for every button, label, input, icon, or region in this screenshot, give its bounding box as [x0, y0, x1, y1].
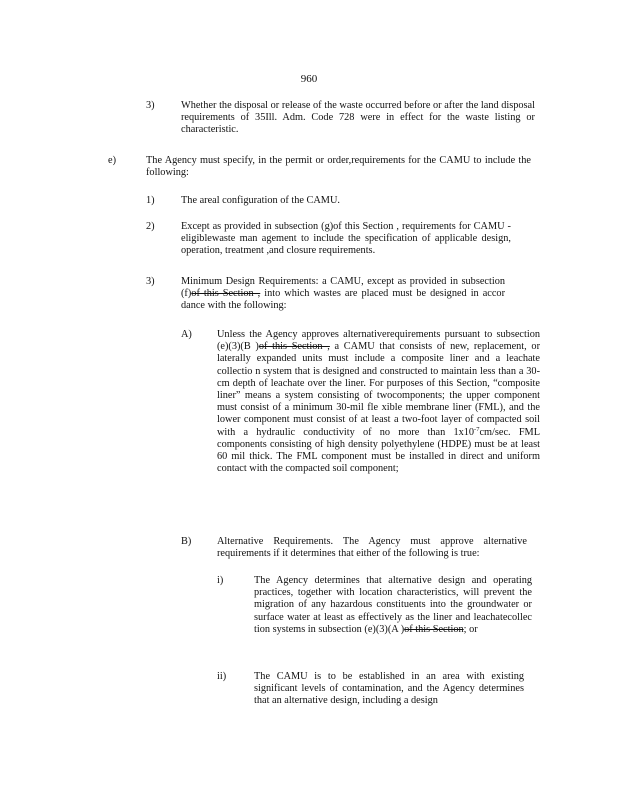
item-label: A) [181, 329, 192, 340]
item-text-part: Minimum Design Requirements: a CAMU, except as provided in subsection (f) [181, 276, 505, 300]
item-text: The Agency must specify, in the permit or order,requirements for the CAMU to include the following: [146, 155, 531, 179]
item-text: Except as provided in subsection (g)of this Section , requirements for CAMU -eligiblewaste man agement to include the specification of applicable design, operation, treatment ,and closure requirements. [181, 221, 511, 257]
item-text-part: into which wastes are placed must be designed in accor dance with the following: [181, 288, 505, 312]
struck-text: of this Section [404, 623, 464, 635]
page-number: 960 [300, 73, 318, 85]
item-label: i) [217, 575, 224, 586]
item-text-part: Unless the Agency approves alternativerequirements pursuant to subsection (e)(3)(B ) [217, 329, 540, 353]
item-label: 2) [146, 221, 155, 232]
struck-text: of this Section , [258, 341, 330, 353]
item-text [217, 329, 540, 475]
struck-text: of this Section , [191, 288, 261, 300]
item-text-part: ; or [463, 623, 478, 635]
item-label: 3) [146, 276, 155, 287]
item-text: The areal configuration of the CAMU. [181, 195, 340, 206]
item-text: The CAMU is to be established in an area with existing significant levels of contamination, and the Agency determines that an alternative design, including a design [254, 671, 524, 707]
item-text-part: The Agency determines that alternative design and operating practices, together with location characteristics, will prevent the migration of any hazardous constituents into the groundwater or surface water at least as effectively as the liner and leachatecollec tion systems in subsection (e)(3)(A ) [254, 575, 532, 635]
item-text-part: a CAMU that consists of new, replacement, or laterally expanded units must include a composite liner and a leachate collectio n system that is designed and constructed to maintain less than a 30-cm depth of leachate over the liner. For purposes of this Section, “composite liner” means a system consisting of twocomponents; the upper component must consist of a minimum 30-mil fle xible membrane liner (FML), and the lower component must consist of at least a two-foot layer of compacted soil with a hydraulic conductivity of no more than 1x10 [217, 341, 540, 438]
item-label: e) [108, 155, 116, 166]
item-text: Alternative Requirements. The Agency must approve alternative requirements if it determines that either of the following is true: [217, 536, 527, 560]
item-label: 1) [146, 195, 155, 206]
item-label: B) [181, 536, 192, 547]
item-text [254, 575, 532, 636]
item-label: 3) [146, 100, 155, 111]
item-text [181, 276, 505, 313]
item-text-part: cm/sec. FML components consisting of high density polyethylene (HDPE) must be at least 60 mil thick. The FML component must be installed in direct and uniform contact with the compacted soil component; [217, 426, 540, 475]
item-text: Whether the disposal or release of the waste occurred before or after the land disposal requirements of 35Ill. Adm. Code 728 were in effect for the waste listing or characteristic. [181, 100, 535, 136]
item-label: ii) [217, 671, 227, 682]
exponent: -7 [474, 425, 480, 433]
